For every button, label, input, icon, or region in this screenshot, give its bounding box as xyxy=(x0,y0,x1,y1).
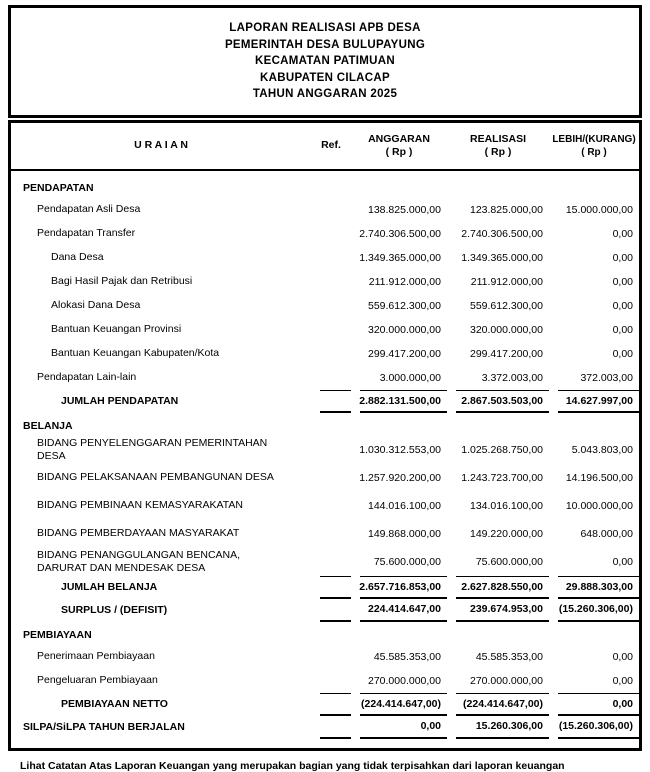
anggaran-value: 2.657.716.853,00 xyxy=(360,576,447,599)
realisasi-value: 1.243.723.700,00 xyxy=(461,471,543,484)
lebih-kurang-value: 0,00 xyxy=(612,299,633,312)
report-fiscal-year: TAHUN ANGGARAN 2025 xyxy=(252,88,398,100)
lebih-kurang-value: 0,00 xyxy=(612,674,633,687)
anggaran-value: 144.016.100,00 xyxy=(368,499,441,512)
realisasi-value: 3.372.003,00 xyxy=(481,371,543,384)
row-label: Penerimaan Pembiayaan xyxy=(37,650,155,663)
ref-cell xyxy=(320,548,351,576)
lebih-kurang-value: 14.627.997,00 xyxy=(558,390,639,413)
ref-cell xyxy=(320,270,351,294)
table-row xyxy=(11,436,639,464)
realisasi-value: 45.585.353,00 xyxy=(475,650,543,663)
lebih-kurang-value: 0,00 xyxy=(612,650,633,663)
realisasi-value: 1.349.365.000,00 xyxy=(461,251,543,264)
anggaran-value: 211.912.000,00 xyxy=(368,275,441,288)
table-row xyxy=(11,492,639,520)
table-row xyxy=(11,576,639,599)
ref-cell xyxy=(320,198,351,222)
ref-cell xyxy=(320,576,351,599)
table-row xyxy=(11,464,639,492)
ref-cell xyxy=(320,716,351,739)
anggaran-value: 149.868.000,00 xyxy=(368,527,441,540)
realisasi-value: 239.674.953,00 xyxy=(456,599,549,622)
row-label: Alokasi Dana Desa xyxy=(51,299,141,312)
row-label: Bantuan Keuangan Provinsi xyxy=(51,323,182,336)
table-row xyxy=(11,413,639,436)
table-row xyxy=(11,716,639,739)
realisasi-value: 123.825.000,00 xyxy=(470,203,543,216)
lebih-kurang-value: 0,00 xyxy=(612,347,633,360)
ref-cell xyxy=(320,417,351,436)
column-header-lebih-kurang xyxy=(549,133,639,159)
ref-cell xyxy=(320,390,351,413)
realisasi-value: 211.912.000,00 xyxy=(470,275,543,288)
anggaran-value xyxy=(360,626,447,645)
row-label: PEMBIAYAAN xyxy=(23,628,92,641)
realisasi-value: 75.600.000,00 xyxy=(475,555,543,568)
table-row xyxy=(11,342,639,366)
ref-cell xyxy=(320,599,351,622)
column-header-realisasi xyxy=(447,133,549,159)
column-header-anggaran-unit: ( Rp ) xyxy=(385,145,413,158)
table-row xyxy=(11,548,639,576)
table-row xyxy=(11,520,639,548)
anggaran-value: 0,00 xyxy=(360,716,447,739)
lebih-kurang-value: 0,00 xyxy=(612,251,633,264)
lebih-kurang-value: 14.196.500,00 xyxy=(565,471,633,484)
anggaran-value: 270.000.000,00 xyxy=(368,674,441,687)
lebih-kurang-value: 0,00 xyxy=(612,227,633,240)
ref-cell xyxy=(320,366,351,390)
row-label: JUMLAH PENDAPATAN xyxy=(61,394,179,407)
anggaran-value: 1.257.920.200,00 xyxy=(359,471,441,484)
table-row xyxy=(11,366,639,390)
lebih-kurang-value xyxy=(558,417,639,436)
realisasi-value: 149.220.000,00 xyxy=(470,527,543,540)
ref-cell xyxy=(320,222,351,246)
row-label: SILPA/SiLPA TAHUN BERJALAN xyxy=(23,720,185,733)
row-label: BIDANG PEMBERDAYAAN MASYARAKAT xyxy=(37,527,240,540)
row-label: Pendapatan Asli Desa xyxy=(37,203,141,216)
lebih-kurang-value: 10.000.000,00 xyxy=(565,499,633,512)
table-row xyxy=(11,175,639,198)
ref-cell xyxy=(320,179,351,198)
report-title-block xyxy=(8,5,642,118)
ref-cell xyxy=(320,464,351,492)
ref-cell xyxy=(320,693,351,716)
lebih-kurang-value: 15.000.000,00 xyxy=(565,203,633,216)
anggaran-value: 320.000.000,00 xyxy=(368,323,441,336)
table-row xyxy=(11,622,639,645)
table-rows xyxy=(11,171,639,748)
ref-cell xyxy=(320,520,351,548)
anggaran-value: (224.414.647,00) xyxy=(360,693,447,716)
lebih-kurang-value: 648.000,00 xyxy=(580,527,633,540)
realisasi-value: 299.417.200,00 xyxy=(470,347,543,360)
ref-cell xyxy=(320,645,351,669)
realisasi-value xyxy=(456,626,549,645)
anggaran-value: 299.417.200,00 xyxy=(368,347,441,360)
budget-table xyxy=(8,120,642,751)
ref-cell xyxy=(320,492,351,520)
anggaran-value: 2.740.306.500,00 xyxy=(359,227,441,240)
row-label: BIDANG PENYELENGGARAN PEMERINTAHAN DESA xyxy=(37,437,268,462)
column-header-lebih-kurang-label: LEBIH/(KURANG) xyxy=(552,133,636,145)
row-label: BELANJA xyxy=(23,419,73,432)
realisasi-value: 134.016.100,00 xyxy=(470,499,543,512)
realisasi-value: 270.000.000,00 xyxy=(470,674,543,687)
row-label: SURPLUS / (DEFISIT) xyxy=(61,603,168,616)
anggaran-value: 3.000.000,00 xyxy=(379,371,441,384)
lebih-kurang-value: 5.043.803,00 xyxy=(571,443,633,456)
column-header-realisasi-unit: ( Rp ) xyxy=(484,145,512,158)
table-row xyxy=(11,222,639,246)
anggaran-value: 138.825.000,00 xyxy=(368,203,441,216)
realisasi-value: 2.740.306.500,00 xyxy=(461,227,543,240)
row-label: PEMBIAYAAN NETTO xyxy=(61,697,168,710)
ref-cell xyxy=(320,294,351,318)
lebih-kurang-value: (15.260.306,00) xyxy=(558,716,639,739)
report-title: LAPORAN REALISASI APB DESA xyxy=(229,22,421,34)
anggaran-value: 45.585.353,00 xyxy=(373,650,441,663)
realisasi-value: 2.867.503.503,00 xyxy=(456,390,549,413)
row-label: BIDANG PEMBINAAN KEMASYARAKATAN xyxy=(37,499,243,512)
report-government: PEMERINTAH DESA BULUPAYUNG xyxy=(224,38,426,51)
ref-cell xyxy=(320,318,351,342)
lebih-kurang-value: 0,00 xyxy=(558,693,639,716)
anggaran-value xyxy=(360,179,447,198)
column-header-ref: Ref. xyxy=(321,139,341,151)
row-label: Bantuan Keuangan Kabupaten/Kota xyxy=(51,347,220,360)
table-row xyxy=(11,318,639,342)
row-label: Bagi Hasil Pajak dan Retribusi xyxy=(51,275,193,288)
ref-cell xyxy=(320,669,351,693)
table-row xyxy=(11,645,639,669)
column-header-realisasi-label: REALISASI xyxy=(469,132,526,145)
report-district: KECAMATAN PATIMUAN xyxy=(255,55,395,67)
footer-note: Lihat Catatan Atas Laporan Keuangan yang merupakan bagian yang tidak terpisahkan dari laporan keuangan xyxy=(20,759,565,772)
realisasi-value xyxy=(456,179,549,198)
anggaran-value: 2.882.131.500,00 xyxy=(360,390,447,413)
row-label: BIDANG PENANGGULANGAN BENCANA, DARURAT DAN MENDESAK DESA xyxy=(37,549,241,574)
row-label: JUMLAH BELANJA xyxy=(61,580,158,593)
row-label: Pengeluaran Pembiayaan xyxy=(37,674,158,687)
table-column-headers xyxy=(11,123,639,171)
report-regency: KABUPATEN CILACAP xyxy=(260,71,390,84)
ref-cell xyxy=(320,342,351,366)
anggaran-value: 1.030.312.553,00 xyxy=(359,443,441,456)
anggaran-value xyxy=(360,417,447,436)
table-row xyxy=(11,693,639,716)
realisasi-value xyxy=(456,417,549,436)
row-label: Pendapatan Transfer xyxy=(37,227,136,240)
lebih-kurang-value: 0,00 xyxy=(612,323,633,336)
realisasi-value: 2.627.828.550,00 xyxy=(456,576,549,599)
realisasi-value: 320.000.000,00 xyxy=(470,323,543,336)
anggaran-value: 1.349.365.000,00 xyxy=(359,251,441,264)
table-row xyxy=(11,294,639,318)
lebih-kurang-value: (15.260.306,00) xyxy=(558,599,639,622)
column-header-anggaran xyxy=(351,133,447,159)
anggaran-value: 75.600.000,00 xyxy=(373,555,441,568)
row-label: Pendapatan Lain-lain xyxy=(37,371,137,384)
ref-cell xyxy=(320,436,351,464)
anggaran-value: 559.612.300,00 xyxy=(368,299,441,312)
lebih-kurang-value: 29.888.303,00 xyxy=(558,576,639,599)
lebih-kurang-value xyxy=(558,179,639,198)
anggaran-value: 224.414.647,00 xyxy=(360,599,447,622)
lebih-kurang-value xyxy=(558,626,639,645)
column-header-uraian: U R A I A N xyxy=(134,139,188,151)
table-row xyxy=(11,198,639,222)
table-row xyxy=(11,390,639,413)
table-row xyxy=(11,669,639,693)
column-header-anggaran-label: ANGGARAN xyxy=(368,132,430,145)
realisasi-value: 559.612.300,00 xyxy=(470,299,543,312)
lebih-kurang-value: 0,00 xyxy=(612,555,633,568)
ref-cell xyxy=(320,246,351,270)
realisasi-value: 1.025.268.750,00 xyxy=(461,443,543,456)
column-header-lebih-kurang-unit: ( Rp ) xyxy=(581,146,607,158)
table-row xyxy=(11,246,639,270)
realisasi-value: (224.414.647,00) xyxy=(456,693,549,716)
row-label: BIDANG PELAKSANAAN PEMBANGUNAN DESA xyxy=(37,471,274,484)
lebih-kurang-value: 0,00 xyxy=(612,275,633,288)
row-label: Dana Desa xyxy=(51,251,104,264)
table-row xyxy=(11,270,639,294)
table-row xyxy=(11,599,639,622)
realisasi-value: 15.260.306,00 xyxy=(456,716,549,739)
row-label: PENDAPATAN xyxy=(23,181,94,194)
lebih-kurang-value: 372.003,00 xyxy=(580,371,633,384)
ref-cell xyxy=(320,626,351,645)
